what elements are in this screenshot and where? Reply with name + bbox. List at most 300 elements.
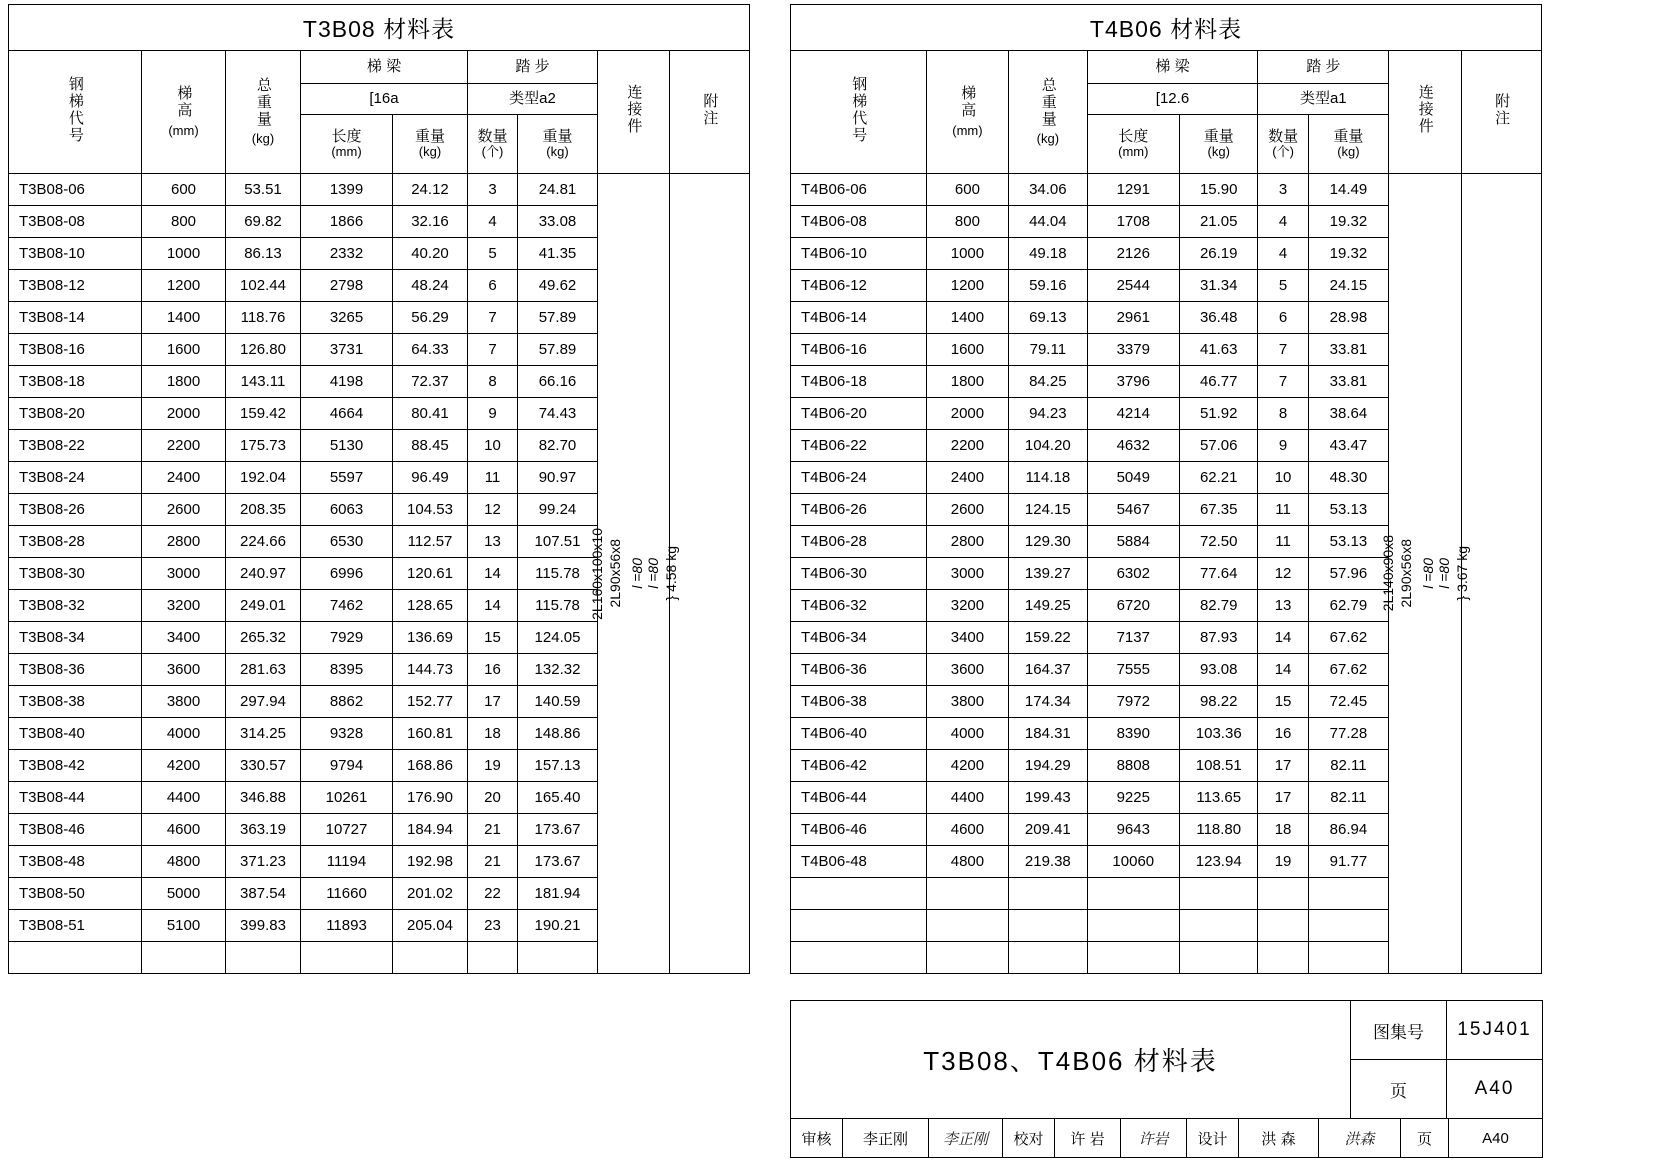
row-beam-weight: 56.29 <box>393 302 468 334</box>
row-beam-length: 3731 <box>301 334 393 366</box>
header-total-weight: 总重量 (kg) <box>1009 51 1087 174</box>
row-beam-length: 9328 <box>301 718 393 750</box>
row-height: 600 <box>142 174 226 206</box>
row-step-qty: 7 <box>468 302 518 334</box>
row-height: 2000 <box>926 398 1008 430</box>
review-name: 李正刚 <box>843 1119 929 1158</box>
row-code: T3B08-51 <box>9 910 142 942</box>
row-beam-length: 9794 <box>301 750 393 782</box>
row-code: T4B06-18 <box>791 366 927 398</box>
header-step-group: 踏 步 <box>468 51 598 84</box>
row-step-weight: 124.05 <box>518 622 598 654</box>
row-beam-length: 8808 <box>1087 750 1179 782</box>
row-code: T3B08-38 <box>9 686 142 718</box>
row-beam-weight: 184.94 <box>393 814 468 846</box>
row-beam-weight: 32.16 <box>393 206 468 238</box>
row-height: 4800 <box>142 846 226 878</box>
header-step-qty: 数量 (个) <box>1258 115 1308 174</box>
row-step-weight: 53.13 <box>1308 494 1388 526</box>
title-block <box>790 1000 1542 1158</box>
header-step-type: 类型a1 <box>1258 84 1389 115</box>
row-total-weight: 104.20 <box>1009 430 1087 462</box>
connector-spec: 2L160x100x10 <box>588 527 605 620</box>
row-step-weight: 99.24 <box>518 494 598 526</box>
row-code: T3B08-36 <box>9 654 142 686</box>
header-beam-length: 长度 (mm) <box>1087 115 1179 174</box>
left-table-title: T3B08 材料表 <box>9 5 750 51</box>
empty-cell <box>1009 942 1087 974</box>
row-beam-length: 7137 <box>1087 622 1179 654</box>
row-code: T3B08-08 <box>9 206 142 238</box>
row-height: 2600 <box>926 494 1008 526</box>
empty-cell <box>301 942 393 974</box>
row-height: 4200 <box>926 750 1008 782</box>
row-beam-length: 3265 <box>301 302 393 334</box>
row-step-qty: 14 <box>1258 654 1308 686</box>
empty-cell <box>926 910 1008 942</box>
header-beam-length: 长度 (mm) <box>301 115 393 174</box>
note-cell <box>1461 174 1542 974</box>
row-beam-weight: 160.81 <box>393 718 468 750</box>
right-material-table <box>790 4 1542 974</box>
row-height: 4000 <box>142 718 226 750</box>
row-beam-length: 6720 <box>1087 590 1179 622</box>
row-total-weight: 53.51 <box>226 174 301 206</box>
title-block-main-row <box>791 1001 1543 1060</box>
row-total-weight: 346.88 <box>226 782 301 814</box>
row-total-weight: 175.73 <box>226 430 301 462</box>
row-code: T4B06-06 <box>791 174 927 206</box>
row-step-qty: 17 <box>1258 782 1308 814</box>
row-beam-weight: 201.02 <box>393 878 468 910</box>
row-beam-weight: 112.57 <box>393 526 468 558</box>
row-beam-weight: 168.86 <box>393 750 468 782</box>
row-total-weight: 143.11 <box>226 366 301 398</box>
row-code: T4B06-22 <box>791 430 927 462</box>
row-code: T4B06-32 <box>791 590 927 622</box>
row-beam-weight: 103.36 <box>1180 718 1258 750</box>
header-beam-weight: 重量 (kg) <box>393 115 468 174</box>
header-note: 附注 <box>1461 51 1542 174</box>
design-signature: 洪森 <box>1319 1119 1401 1158</box>
row-beam-weight: 24.12 <box>393 174 468 206</box>
row-height: 1800 <box>926 366 1008 398</box>
empty-cell <box>1087 878 1179 910</box>
row-beam-weight: 82.79 <box>1180 590 1258 622</box>
left-material-table-block <box>8 4 750 974</box>
row-height: 2400 <box>142 462 226 494</box>
row-code: T4B06-46 <box>791 814 927 846</box>
row-total-weight: 371.23 <box>226 846 301 878</box>
footer-page-number: A40 <box>1449 1119 1543 1158</box>
connector-length: l =80 <box>1419 558 1436 589</box>
row-height: 3600 <box>926 654 1008 686</box>
row-total-weight: 209.41 <box>1009 814 1087 846</box>
row-step-weight: 91.77 <box>1308 846 1388 878</box>
row-total-weight: 192.04 <box>226 462 301 494</box>
row-code: T3B08-50 <box>9 878 142 910</box>
row-code: T4B06-28 <box>791 526 927 558</box>
review-signature: 李正刚 <box>929 1119 1003 1158</box>
row-code: T4B06-48 <box>791 846 927 878</box>
row-height: 3400 <box>142 622 226 654</box>
row-step-weight: 14.49 <box>1308 174 1388 206</box>
row-step-weight: 190.21 <box>518 910 598 942</box>
connector-length: l =80 <box>644 558 661 589</box>
connector-spec: 2L90x56x8 <box>606 539 623 608</box>
empty-cell <box>393 942 468 974</box>
row-step-qty: 18 <box>1258 814 1308 846</box>
row-code: T3B08-40 <box>9 718 142 750</box>
row-height: 5100 <box>142 910 226 942</box>
check-label: 校对 <box>1003 1119 1055 1158</box>
header-connector: 连接件 <box>1389 51 1461 174</box>
row-step-weight: 33.81 <box>1308 366 1388 398</box>
row-beam-weight: 96.49 <box>393 462 468 494</box>
row-total-weight: 159.22 <box>1009 622 1087 654</box>
page-number: A40 <box>1447 1060 1543 1119</box>
empty-cell <box>9 942 142 974</box>
row-step-qty: 22 <box>468 878 518 910</box>
row-beam-weight: 136.69 <box>393 622 468 654</box>
connector-weight: } 4.58 kg <box>662 546 679 601</box>
row-beam-length: 8390 <box>1087 718 1179 750</box>
row-beam-length: 6302 <box>1087 558 1179 590</box>
sheet-title: T3B08、T4B06 材料表 <box>791 1001 1351 1119</box>
row-code: T4B06-08 <box>791 206 927 238</box>
row-beam-weight: 118.80 <box>1180 814 1258 846</box>
row-beam-weight: 123.94 <box>1180 846 1258 878</box>
row-total-weight: 86.13 <box>226 238 301 270</box>
row-step-qty: 11 <box>1258 526 1308 558</box>
design-name: 洪 森 <box>1239 1119 1319 1158</box>
row-step-qty: 4 <box>1258 238 1308 270</box>
row-step-qty: 9 <box>468 398 518 430</box>
header-beam-weight: 重量 (kg) <box>1180 115 1258 174</box>
row-beam-length: 1291 <box>1087 174 1179 206</box>
header-height: 梯高 (mm) <box>926 51 1008 174</box>
row-step-qty: 12 <box>468 494 518 526</box>
row-code: T4B06-26 <box>791 494 927 526</box>
empty-cell <box>1087 942 1179 974</box>
header-code: 钢梯代号 <box>9 51 142 174</box>
row-code: T3B08-34 <box>9 622 142 654</box>
row-height: 1400 <box>142 302 226 334</box>
row-total-weight: 184.31 <box>1009 718 1087 750</box>
table-row <box>791 174 1542 206</box>
row-step-weight: 48.30 <box>1308 462 1388 494</box>
connector-note <box>1379 174 1470 974</box>
row-height: 3400 <box>926 622 1008 654</box>
left-header-row-1 <box>9 51 750 84</box>
row-total-weight: 249.01 <box>226 590 301 622</box>
row-step-weight: 115.78 <box>518 558 598 590</box>
row-total-weight: 208.35 <box>226 494 301 526</box>
row-total-weight: 126.80 <box>226 334 301 366</box>
left-material-table <box>8 4 750 974</box>
row-beam-length: 5130 <box>301 430 393 462</box>
row-step-qty: 15 <box>1258 686 1308 718</box>
row-step-weight: 77.28 <box>1308 718 1388 750</box>
row-step-weight: 72.45 <box>1308 686 1388 718</box>
row-beam-length: 7972 <box>1087 686 1179 718</box>
row-height: 3600 <box>142 654 226 686</box>
row-step-weight: 19.32 <box>1308 238 1388 270</box>
row-code: T3B08-48 <box>9 846 142 878</box>
row-step-qty: 23 <box>468 910 518 942</box>
row-code: T4B06-16 <box>791 334 927 366</box>
row-beam-weight: 104.53 <box>393 494 468 526</box>
header-step-group: 踏 步 <box>1258 51 1389 84</box>
empty-cell <box>1258 910 1308 942</box>
row-total-weight: 139.27 <box>1009 558 1087 590</box>
row-code: T4B06-36 <box>791 654 927 686</box>
row-beam-length: 7462 <box>301 590 393 622</box>
connector-spec: 2L90x56x8 <box>1397 539 1414 608</box>
row-beam-weight: 21.05 <box>1180 206 1258 238</box>
row-total-weight: 84.25 <box>1009 366 1087 398</box>
row-code: T4B06-10 <box>791 238 927 270</box>
empty-cell <box>791 910 927 942</box>
row-step-weight: 132.32 <box>518 654 598 686</box>
row-height: 800 <box>142 206 226 238</box>
empty-cell <box>791 878 927 910</box>
row-beam-weight: 51.92 <box>1180 398 1258 430</box>
row-step-qty: 6 <box>468 270 518 302</box>
row-total-weight: 281.63 <box>226 654 301 686</box>
row-step-weight: 41.35 <box>518 238 598 270</box>
connector-note <box>588 174 679 974</box>
row-beam-weight: 128.65 <box>393 590 468 622</box>
row-step-qty: 8 <box>468 366 518 398</box>
row-step-qty: 19 <box>468 750 518 782</box>
row-step-qty: 6 <box>1258 302 1308 334</box>
row-step-qty: 4 <box>1258 206 1308 238</box>
row-total-weight: 114.18 <box>1009 462 1087 494</box>
row-total-weight: 69.13 <box>1009 302 1087 334</box>
page-label: 页 <box>1351 1060 1447 1119</box>
row-step-weight: 38.64 <box>1308 398 1388 430</box>
footer-page-label: 页 <box>1401 1119 1449 1158</box>
row-step-weight: 140.59 <box>518 686 598 718</box>
row-beam-length: 6530 <box>301 526 393 558</box>
row-beam-weight: 48.24 <box>393 270 468 302</box>
row-height: 1600 <box>926 334 1008 366</box>
row-step-weight: 181.94 <box>518 878 598 910</box>
row-step-qty: 3 <box>468 174 518 206</box>
header-height: 梯高 (mm) <box>142 51 226 174</box>
empty-cell <box>1258 942 1308 974</box>
right-material-table-block <box>790 4 1542 974</box>
row-height: 4600 <box>926 814 1008 846</box>
row-step-weight: 148.86 <box>518 718 598 750</box>
row-step-weight: 74.43 <box>518 398 598 430</box>
row-code: T3B08-14 <box>9 302 142 334</box>
empty-cell <box>226 942 301 974</box>
row-beam-weight: 80.41 <box>393 398 468 430</box>
row-code: T4B06-40 <box>791 718 927 750</box>
row-beam-length: 8862 <box>301 686 393 718</box>
row-step-qty: 16 <box>468 654 518 686</box>
row-beam-length: 4632 <box>1087 430 1179 462</box>
note-cell <box>670 174 750 974</box>
row-step-qty: 5 <box>1258 270 1308 302</box>
row-total-weight: 79.11 <box>1009 334 1087 366</box>
row-beam-weight: 93.08 <box>1180 654 1258 686</box>
table-row <box>9 174 750 206</box>
row-height: 1000 <box>142 238 226 270</box>
row-step-weight: 90.97 <box>518 462 598 494</box>
row-height: 4600 <box>142 814 226 846</box>
row-step-qty: 16 <box>1258 718 1308 750</box>
empty-cell <box>926 942 1008 974</box>
row-step-weight: 53.13 <box>1308 526 1388 558</box>
row-beam-length: 5597 <box>301 462 393 494</box>
empty-cell <box>1308 910 1388 942</box>
row-beam-weight: 72.37 <box>393 366 468 398</box>
row-total-weight: 164.37 <box>1009 654 1087 686</box>
row-height: 3000 <box>142 558 226 590</box>
row-step-qty: 11 <box>1258 494 1308 526</box>
row-beam-length: 7929 <box>301 622 393 654</box>
row-beam-length: 5467 <box>1087 494 1179 526</box>
header-total-weight: 总重量 (kg) <box>226 51 301 174</box>
row-step-qty: 21 <box>468 814 518 846</box>
row-step-qty: 14 <box>1258 622 1308 654</box>
row-step-qty: 7 <box>1258 334 1308 366</box>
row-total-weight: 265.32 <box>226 622 301 654</box>
empty-cell <box>1180 910 1258 942</box>
row-step-weight: 24.81 <box>518 174 598 206</box>
empty-cell <box>468 942 518 974</box>
row-step-qty: 17 <box>468 686 518 718</box>
row-code: T3B08-30 <box>9 558 142 590</box>
row-beam-weight: 31.34 <box>1180 270 1258 302</box>
check-name: 许 岩 <box>1055 1119 1121 1158</box>
row-step-weight: 33.81 <box>1308 334 1388 366</box>
row-code: T3B08-22 <box>9 430 142 462</box>
row-total-weight: 330.57 <box>226 750 301 782</box>
row-total-weight: 240.97 <box>226 558 301 590</box>
row-beam-weight: 113.65 <box>1180 782 1258 814</box>
row-step-weight: 43.47 <box>1308 430 1388 462</box>
row-beam-weight: 152.77 <box>393 686 468 718</box>
row-code: T3B08-44 <box>9 782 142 814</box>
row-step-qty: 4 <box>468 206 518 238</box>
row-code: T4B06-34 <box>791 622 927 654</box>
row-step-weight: 57.89 <box>518 334 598 366</box>
empty-cell <box>1258 878 1308 910</box>
row-code: T3B08-24 <box>9 462 142 494</box>
row-height: 1600 <box>142 334 226 366</box>
row-total-weight: 174.34 <box>1009 686 1087 718</box>
row-beam-length: 1866 <box>301 206 393 238</box>
row-beam-length: 7555 <box>1087 654 1179 686</box>
row-beam-length: 1708 <box>1087 206 1179 238</box>
connector-weight: } 3.67 kg <box>1453 546 1470 601</box>
row-step-weight: 107.51 <box>518 526 598 558</box>
row-step-qty: 7 <box>1258 366 1308 398</box>
row-beam-weight: 41.63 <box>1180 334 1258 366</box>
header-step-weight: 重量 (kg) <box>518 115 598 174</box>
row-beam-weight: 205.04 <box>393 910 468 942</box>
title-block-table <box>790 1000 1543 1119</box>
row-beam-length: 9643 <box>1087 814 1179 846</box>
row-height: 2800 <box>926 526 1008 558</box>
signatures <box>791 1119 1543 1158</box>
row-height: 3800 <box>926 686 1008 718</box>
row-beam-length: 4198 <box>301 366 393 398</box>
row-total-weight: 49.18 <box>1009 238 1087 270</box>
row-beam-weight: 57.06 <box>1180 430 1258 462</box>
row-step-qty: 17 <box>1258 750 1308 782</box>
empty-cell <box>1180 942 1258 974</box>
row-code: T4B06-38 <box>791 686 927 718</box>
row-height: 3200 <box>142 590 226 622</box>
row-height: 1200 <box>142 270 226 302</box>
header-connector: 连接件 <box>598 51 670 174</box>
row-total-weight: 219.38 <box>1009 846 1087 878</box>
row-step-weight: 86.94 <box>1308 814 1388 846</box>
row-total-weight: 387.54 <box>226 878 301 910</box>
row-step-weight: 57.96 <box>1308 558 1388 590</box>
row-total-weight: 124.15 <box>1009 494 1087 526</box>
row-height: 4000 <box>926 718 1008 750</box>
row-step-qty: 13 <box>1258 590 1308 622</box>
row-total-weight: 59.16 <box>1009 270 1087 302</box>
row-height: 5000 <box>142 878 226 910</box>
row-beam-weight: 40.20 <box>393 238 468 270</box>
empty-cell <box>142 942 226 974</box>
row-total-weight: 297.94 <box>226 686 301 718</box>
header-code: 钢梯代号 <box>791 51 927 174</box>
header-beam-spec: [12.6 <box>1087 84 1258 115</box>
row-step-qty: 14 <box>468 590 518 622</box>
row-total-weight: 149.25 <box>1009 590 1087 622</box>
row-beam-weight: 144.73 <box>393 654 468 686</box>
row-beam-length: 11194 <box>301 846 393 878</box>
row-height: 1400 <box>926 302 1008 334</box>
row-beam-length: 9225 <box>1087 782 1179 814</box>
header-beam-spec: [16a <box>301 84 468 115</box>
right-header-row-1 <box>791 51 1542 84</box>
row-code: T3B08-26 <box>9 494 142 526</box>
row-height: 4400 <box>142 782 226 814</box>
header-step-qty: 数量 (个) <box>468 115 518 174</box>
row-beam-weight: 64.33 <box>393 334 468 366</box>
row-step-qty: 15 <box>468 622 518 654</box>
row-step-qty: 7 <box>468 334 518 366</box>
left-table-title-row <box>9 5 750 51</box>
empty-cell <box>1180 878 1258 910</box>
row-step-weight: 28.98 <box>1308 302 1388 334</box>
row-step-weight: 82.70 <box>518 430 598 462</box>
row-beam-weight: 77.64 <box>1180 558 1258 590</box>
row-beam-length: 4664 <box>301 398 393 430</box>
row-beam-length: 8395 <box>301 654 393 686</box>
row-height: 600 <box>926 174 1008 206</box>
row-total-weight: 94.23 <box>1009 398 1087 430</box>
row-beam-weight: 192.98 <box>393 846 468 878</box>
right-table-body <box>791 174 1542 974</box>
row-code: T3B08-18 <box>9 366 142 398</box>
row-height: 1200 <box>926 270 1008 302</box>
design-label: 设计 <box>1187 1119 1239 1158</box>
row-code: T4B06-42 <box>791 750 927 782</box>
row-step-weight: 33.08 <box>518 206 598 238</box>
row-code: T4B06-24 <box>791 462 927 494</box>
row-code: T3B08-28 <box>9 526 142 558</box>
